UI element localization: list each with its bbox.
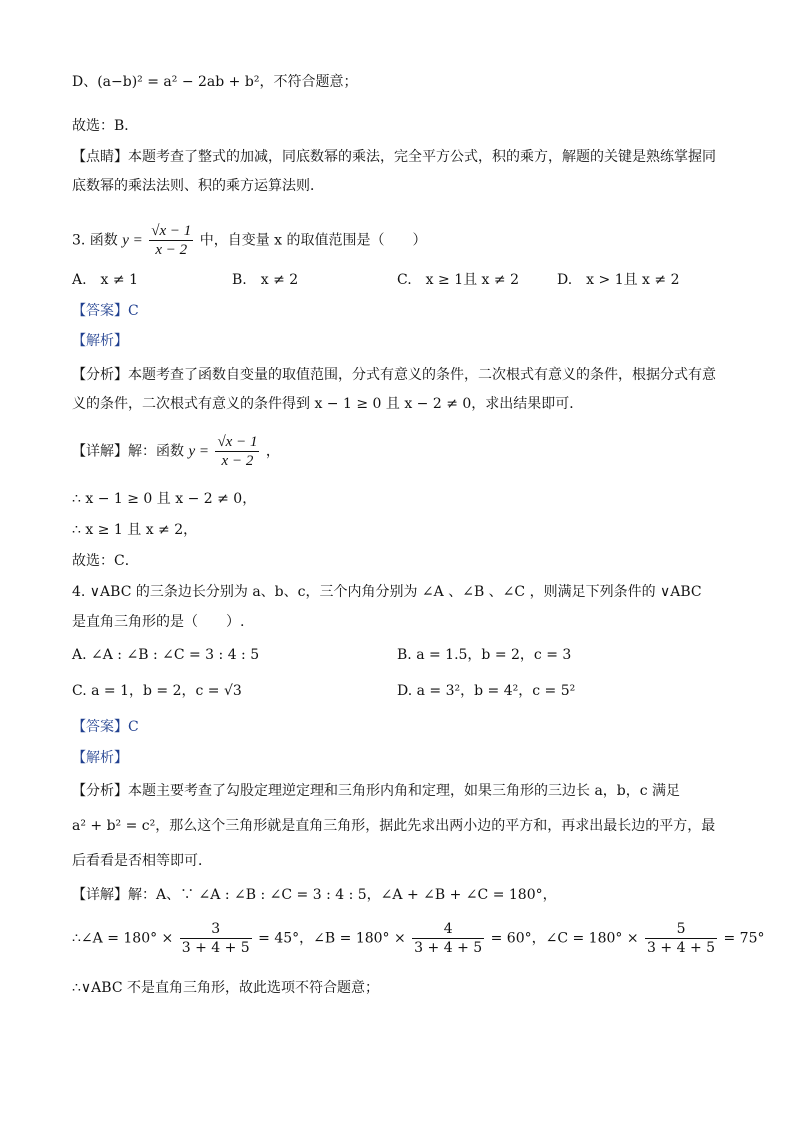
q4-option-b: B. a = 1.5，b = 2，c = 3 <box>397 647 572 663</box>
q4-answer: 【答案】C <box>72 719 139 735</box>
q4-option-a: A. ∠A : ∠B : ∠C = 3 : 4 : 5 <box>72 647 260 663</box>
fraction-denominator: 3 + 4 + 5 <box>647 940 716 956</box>
q3-step-1: ∴ x − 1 ≥ 0 且 x − 2 ≠ 0， <box>72 491 257 507</box>
q3-choose: 故选：C． <box>72 553 139 569</box>
fraction-numerator: √x − 1 <box>217 434 258 450</box>
q3-step-2: ∴ x ≥ 1 且 x ≠ 2， <box>72 522 198 538</box>
question-3-stem <box>72 222 427 259</box>
fraction-numerator: 5 <box>645 920 717 939</box>
fraction-denominator: x − 2 <box>221 453 254 469</box>
fraction-denominator: 3 + 4 + 5 <box>414 940 483 956</box>
q4-angle-calculation <box>72 920 764 957</box>
fraction-denominator: x − 2 <box>155 242 188 258</box>
q4-option-c: C. a = 1，b = 2，c = √3 <box>72 683 242 699</box>
angle-a-post: = 45°，∠B = 180° × <box>258 930 406 947</box>
q3-analysis-2: 义的条件，二次根式有意义的条件得到 x − 1 ≥ 0 且 x − 2 ≠ 0，求出结果即可． <box>72 396 584 412</box>
q3-detail <box>72 433 280 470</box>
q4-detail-1: 【详解】解：A、∵ ∠A : ∠B : ∠C = 3 : 4 : 5，∠A + ∠B + ∠C = 180°， <box>72 887 557 903</box>
q4-analysis-1: 【分析】本题主要考查了勾股定理逆定理和三角形内角和定理，如果三角形的三边长 a，b，c 满足 <box>72 783 681 799</box>
q4-conclusion: ∴∨ABC 不是直角三角形，故此选项不符合题意； <box>72 980 379 996</box>
fraction-numerator: √x − 1 <box>151 223 192 239</box>
option-d-line: D、(a−b)² = a² − 2ab + b²，不符合题意； <box>72 74 358 90</box>
q3-analysis-label: 【解析】 <box>72 333 128 349</box>
q3-option-d: D. x > 1且 x ≠ 2 <box>557 272 680 288</box>
q3-option-c: C. x ≥ 1且 x ≠ 2 <box>397 272 519 288</box>
question-4-stem-1: 4. ∨ABC 的三条边长分别为 a、b、c，三个内角分别为 ∠A 、∠B 、∠C ，则满足下列条件的 ∨ABC <box>72 584 702 600</box>
angle-c-fraction <box>645 920 717 957</box>
function-fraction <box>149 222 193 259</box>
comment-line-2: 底数幂的乘法法则、积的乘方运算法则． <box>72 178 324 194</box>
detail-suffix: ， <box>265 443 280 460</box>
fraction-denominator: 3 + 4 + 5 <box>181 940 250 956</box>
q4-option-d: D. a = 3²，b = 4²，c = 5² <box>397 683 576 699</box>
function-y: y = <box>188 443 209 460</box>
function-y: y = <box>122 232 143 249</box>
question-stem-rest: 中，自变量 x 的取值范围是（ ） <box>199 232 427 249</box>
q4-analysis-label: 【解析】 <box>72 750 128 766</box>
q4-analysis-3: 后看看是否相等即可． <box>72 853 212 869</box>
question-4-stem-2: 是直角三角形的是（ ）. <box>72 614 245 630</box>
angle-b-post: = 60°，∠C = 180° × <box>490 930 639 947</box>
angle-b-fraction <box>412 920 484 957</box>
fraction-numerator: 3 <box>180 920 252 939</box>
angle-a-fraction <box>180 920 252 957</box>
question-number: 3. 函数 <box>72 232 118 249</box>
q3-answer: 【答案】C <box>72 303 139 319</box>
q3-option-a: A. x ≠ 1 <box>72 272 138 288</box>
detail-prefix: 【详解】解：函数 <box>72 443 184 460</box>
q4-analysis-2: a² + b² = c²，那么这个三角形就是直角三角形，据此先求出两小边的平方和，再求出最长边的平方，最 <box>72 818 716 834</box>
angle-a-pre: ∴∠A = 180° × <box>72 930 174 947</box>
fraction-numerator: 4 <box>412 920 484 939</box>
angle-c-post: = 75° <box>723 930 765 947</box>
q3-analysis-1: 【分析】本题考查了函数自变量的取值范围，分式有意义的条件，二次根式有意义的条件，根据分式有意 <box>72 367 716 383</box>
answer-choice-line: 故选：B． <box>72 118 139 134</box>
detail-fraction <box>215 433 259 470</box>
comment-line: 【点睛】本题考查了整式的加减，同底数幂的乘法，完全平方公式，积的乘方，解题的关键是熟练掌握同 <box>72 149 716 165</box>
q3-option-b: B. x ≠ 2 <box>232 272 299 288</box>
